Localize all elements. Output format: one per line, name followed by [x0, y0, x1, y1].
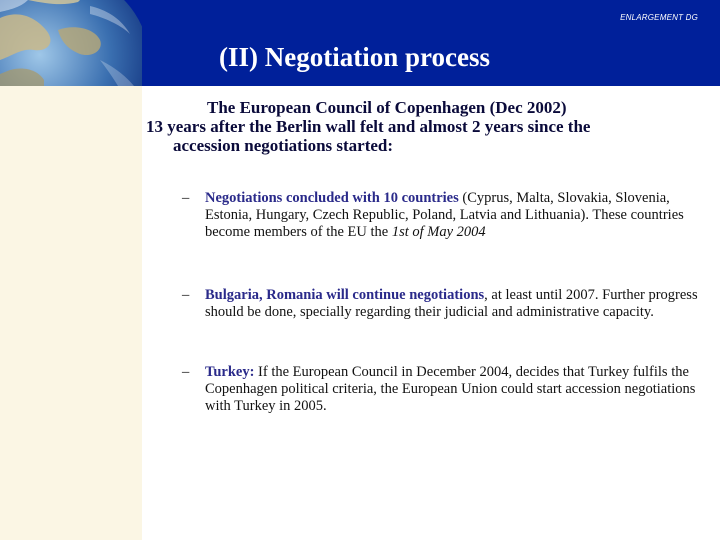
intro-line-3: accession negotiations started: [173, 136, 394, 155]
bullet-body [182, 287, 702, 321]
bullet-text: If the European Council in December 2004, decides that Turkey fulfils the Copenhagen political criteria, the European Union could start accession negotiations with Turkey in 2005. [205, 364, 696, 414]
left-decorative-strip [0, 86, 142, 540]
intro-line-1: The European Council of Copenhagen (Dec 2002) [207, 98, 567, 117]
bullet-highlight: Turkey: [205, 364, 255, 380]
bullet-highlight: Bulgaria, Romania will continue negotiations [205, 287, 485, 303]
page-title: (II) Negotiation process [219, 42, 490, 72]
bullet-dash: – [182, 364, 190, 380]
bullet-dash: – [182, 190, 190, 206]
bullet-dash: – [182, 287, 190, 303]
bullet-body [182, 190, 702, 241]
intro-line-2: 13 years after the Berlin wall felt and almost 2 years since the [146, 117, 591, 136]
bullet-turkey [182, 364, 702, 415]
bullet-negotiations-concluded [182, 190, 702, 241]
bullet-text: , at least until 2007. Further progress should be done, specially regarding their judicial and administrative capacity. [205, 287, 698, 320]
intro-paragraph [146, 98, 706, 155]
globe-image [0, 0, 142, 86]
bullet-bulgaria-romania [182, 287, 702, 321]
bullet-body [182, 364, 702, 415]
bullet-text: (Cyprus, Malta, Slovakia, Slovenia, Estonia, Hungary, Czech Republic, Poland, Latvia and Lithuania). These countries become members of the EU the [205, 190, 684, 240]
bullet-highlight: Negotiations concluded with 10 countries [205, 190, 459, 206]
bullet-emphasis: 1st of May 2004 [391, 224, 486, 240]
department-label: ENLARGEMENT DG [620, 13, 698, 22]
